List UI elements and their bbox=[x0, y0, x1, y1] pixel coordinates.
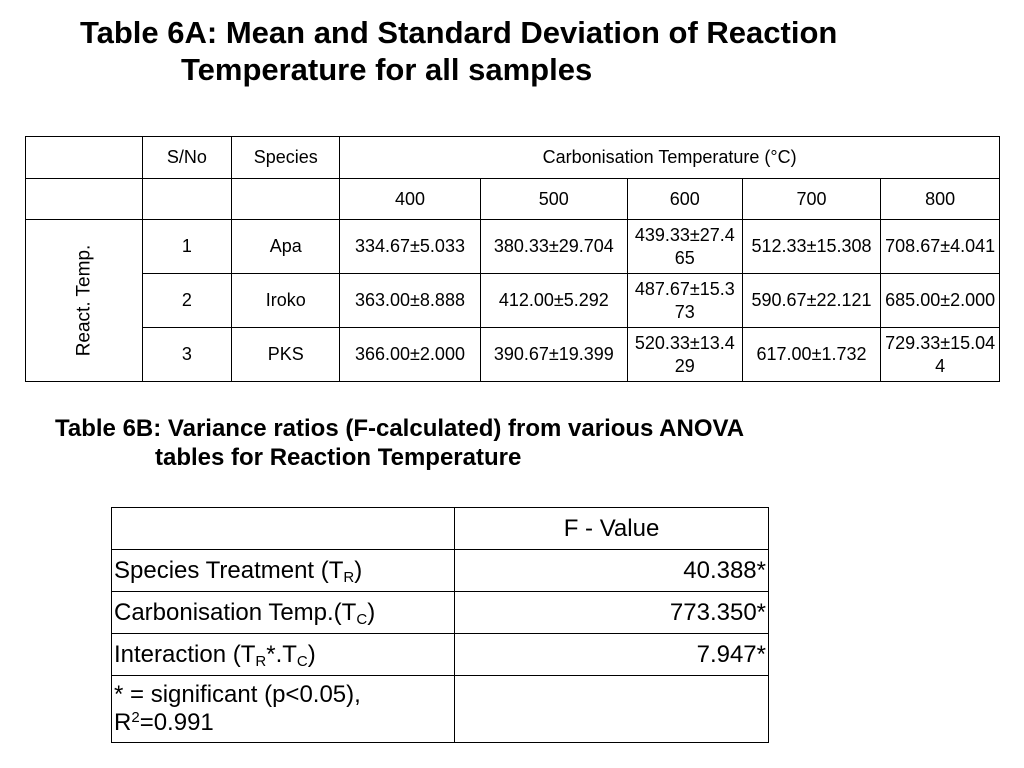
table-row bbox=[112, 550, 769, 592]
table-row bbox=[26, 328, 1000, 382]
footnote-text: * = significant (p<0.05), bbox=[114, 681, 361, 708]
row-sno: 2 bbox=[142, 274, 232, 328]
label-text: ) bbox=[354, 556, 363, 584]
label-text: Species Treatment (T bbox=[114, 556, 344, 584]
value-cell: 366.00±2.000 bbox=[340, 328, 481, 382]
label-text: ) bbox=[367, 598, 376, 626]
value-cell: 512.33±15.308 bbox=[742, 220, 881, 274]
footnote-superscript: 2 bbox=[131, 709, 140, 726]
table-row bbox=[26, 220, 1000, 274]
value-cell: 617.00±1.732 bbox=[742, 328, 881, 382]
label-text: Interaction (T bbox=[114, 640, 256, 668]
table-cell bbox=[26, 179, 143, 220]
row-label bbox=[112, 634, 455, 676]
header-f-value: F - Value bbox=[455, 508, 769, 550]
header-carbonisation-temperature: Carbonisation Temperature (°C) bbox=[340, 137, 1000, 179]
value-cell: 520.33±13.429 bbox=[627, 328, 742, 382]
value-cell: 380.33±29.704 bbox=[480, 220, 627, 274]
row-label bbox=[112, 592, 455, 634]
table-row bbox=[112, 634, 769, 676]
table-6b-header-row bbox=[112, 508, 769, 550]
table-cell bbox=[112, 508, 455, 550]
value-cell: 412.00±5.292 bbox=[480, 274, 627, 328]
table-cell bbox=[455, 676, 769, 743]
table-6a-header-row-2 bbox=[26, 179, 1000, 220]
header-temp-600: 600 bbox=[627, 179, 742, 220]
table-6a-title-line2: Temperature for all samples bbox=[181, 52, 593, 88]
value-cell: 590.67±22.121 bbox=[742, 274, 881, 328]
table-6b-title-line2: tables for Reaction Temperature bbox=[155, 443, 522, 471]
value-cell: 708.67±4.041 bbox=[881, 220, 1000, 274]
label-subscript: C bbox=[356, 610, 368, 628]
table-row bbox=[26, 274, 1000, 328]
value-cell: 439.33±27.465 bbox=[627, 220, 742, 274]
row-label bbox=[112, 550, 455, 592]
label-subscript: C bbox=[296, 652, 308, 670]
row-group-label-cell bbox=[26, 220, 143, 382]
row-sno: 3 bbox=[142, 328, 232, 382]
row-group-label: React. Temp. bbox=[73, 244, 95, 357]
table-6b-title-line1: Table 6B: Variance ratios (F-calculated) from various ANOVA bbox=[55, 415, 745, 442]
table-6a-header-row-1 bbox=[26, 137, 1000, 179]
header-temp-800: 800 bbox=[881, 179, 1000, 220]
label-text: Carbonisation Temp.(T bbox=[114, 598, 357, 626]
header-sno: S/No bbox=[142, 137, 232, 179]
header-temp-500: 500 bbox=[480, 179, 627, 220]
label-subscript: R bbox=[343, 568, 355, 586]
row-species: Iroko bbox=[232, 274, 340, 328]
label-text: ) bbox=[307, 640, 316, 668]
table-6b-note-row bbox=[112, 676, 769, 743]
footnote bbox=[112, 676, 455, 743]
value-cell: 334.67±5.033 bbox=[340, 220, 481, 274]
table-6b bbox=[111, 507, 769, 743]
row-species: Apa bbox=[232, 220, 340, 274]
header-species: Species bbox=[232, 137, 340, 179]
table-6b-title bbox=[55, 415, 955, 473]
row-species: PKS bbox=[232, 328, 340, 382]
value-cell: 487.67±15.373 bbox=[627, 274, 742, 328]
label-text: *.T bbox=[266, 640, 297, 668]
value-cell: 729.33±15.044 bbox=[881, 328, 1000, 382]
f-value: 7.947* bbox=[455, 634, 769, 676]
value-cell: 363.00±8.888 bbox=[340, 274, 481, 328]
f-value: 773.350* bbox=[455, 592, 769, 634]
f-value: 40.388* bbox=[455, 550, 769, 592]
table-6a-title bbox=[80, 14, 980, 88]
table-cell bbox=[232, 179, 340, 220]
row-sno: 1 bbox=[142, 220, 232, 274]
table-row bbox=[112, 592, 769, 634]
header-temp-400: 400 bbox=[340, 179, 481, 220]
footnote-text: R bbox=[114, 709, 132, 736]
table-6a-title-line1: Table 6A: Mean and Standard Deviation of Reaction bbox=[80, 15, 838, 50]
header-temp-700: 700 bbox=[742, 179, 881, 220]
footnote-text: =0.991 bbox=[139, 709, 214, 736]
value-cell: 685.00±2.000 bbox=[881, 274, 1000, 328]
table-cell bbox=[142, 179, 232, 220]
table-6a bbox=[25, 136, 1000, 382]
label-subscript: R bbox=[255, 652, 267, 670]
value-cell: 390.67±19.399 bbox=[480, 328, 627, 382]
table-cell bbox=[26, 137, 143, 179]
